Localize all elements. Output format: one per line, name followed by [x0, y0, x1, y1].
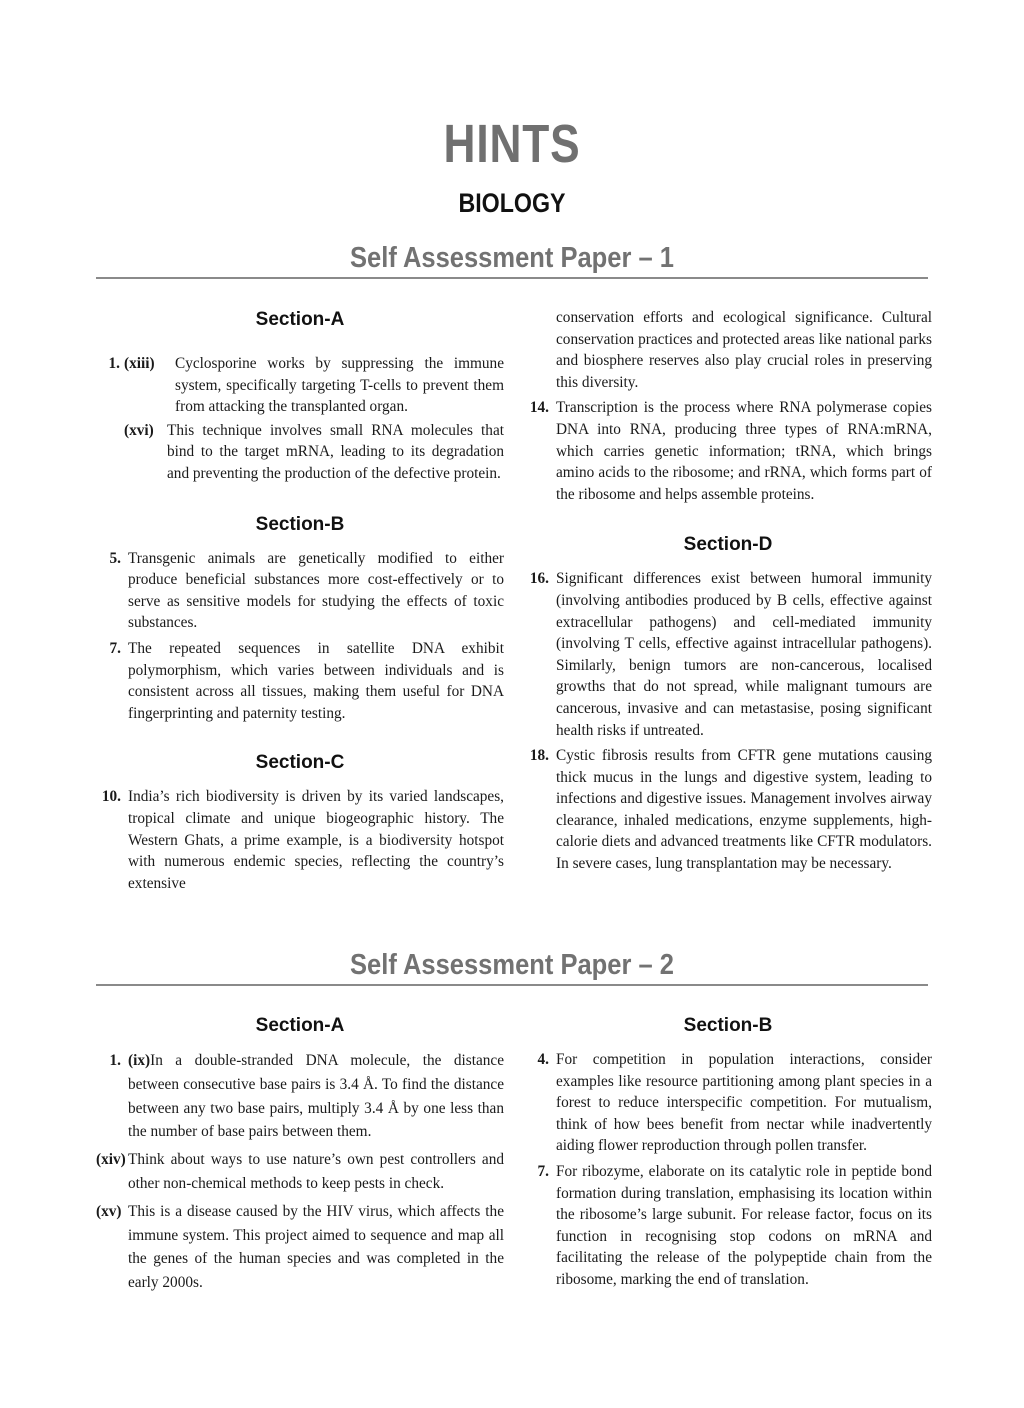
paper1-left-column [96, 307, 504, 894]
question-number: 7. [537, 1162, 549, 1180]
paper2-section-a-heading: Section-A [255, 1015, 345, 1036]
hint-text: This technique involves small RNA molecules that bind to the target mRNA, leading to its degradation and preventing the production of the defective protein. [167, 421, 504, 482]
hint-text: Transgenic animals are genetically modified to either produce beneficial substances more cost-effectively or to serve as sensitive models for studying the effects of toxic substances. [128, 549, 504, 632]
hint-text: Think about ways to use nature’s own pest controllers and other non-chemical methods to keep pests in check. [128, 1151, 504, 1192]
subquestion-label: (xvi) [124, 421, 154, 439]
paper1-q10-continuation: conservation efforts and ecological significance. Cultural conservation practices and protected areas like national parks and biosphere reserves also play crucial roles in preserving this diversity. [556, 309, 932, 391]
paper1-q1-xvi [96, 420, 504, 485]
paper2-q4 [524, 1049, 932, 1157]
subquestion-label: (xv) [96, 1202, 122, 1220]
question-number: 5. [109, 549, 121, 567]
paper2-q1-xiv [96, 1148, 504, 1196]
hint-text: Cyclosporine works by suppressing the immune system, specifically targeting T-cells to prevent them from attacking the transplanted organ. [175, 355, 504, 416]
paper1-divider [96, 277, 928, 279]
paper1-title: Self Assessment Paper – 1 [350, 242, 674, 274]
paper2-q1-xv [96, 1200, 504, 1295]
question-number: 10. [101, 788, 121, 806]
question-number: 16. [529, 570, 549, 588]
paper1-q10 [96, 786, 504, 894]
subquestion-label: (xiii) [124, 355, 155, 372]
paper2-q7 [524, 1161, 932, 1291]
question-number: 1. [109, 1052, 121, 1069]
paper2-title: Self Assessment Paper – 2 [350, 949, 674, 981]
question-number: 14. [529, 399, 549, 417]
paper2-right-column [524, 1013, 932, 1291]
hint-text: This is a disease caused by the HIV virus, which affects the immune system. This project aimed to sequence and map all the genes of the human species and was completed in the early 2000s. [128, 1202, 504, 1292]
paper2-divider [96, 984, 928, 986]
paper1-section-a-heading: Section-A [255, 309, 345, 330]
subject-title: BIOLOGY [458, 188, 566, 218]
hint-text: Significant differences exist between humoral immunity (involving antibodies produced by B cells, effective against extracellular pathogens) and cell-mediated immunity (involving T cells, effective against intracellular pathogens). Similarly, benign tumors are non-cancerous, localised growths that do not spread, while malignant tumours are cancerous, invasive and can metastasise, posing significant health risks if untreated. [556, 570, 932, 739]
paper1-section-b-heading: Section-B [255, 513, 345, 535]
paper2-left-column [96, 1013, 504, 1295]
hint-text: For competition in population interactions, consider examples like resource partitioning among plant species in a forest to reduce interspecific competition. For mutualism, think of how bees benefit from nectar while inadvertently aiding flower reproduction through pollen transfer. [556, 1051, 932, 1155]
paper1-q18 [524, 745, 932, 875]
paper1-q1-xiii [96, 353, 504, 418]
page-title: HINTS [443, 114, 581, 174]
paper2-q1-ix [96, 1049, 504, 1144]
question-number: 1. [108, 355, 120, 372]
paper1-section-c-heading: Section-C [255, 752, 345, 774]
hint-text: India’s rich biodiversity is driven by its varied landscapes, tropical climate and unique biogeographic history. The Western Ghats, a prime example, is a biodiversity hotspot with numerous endemic species, reflecting the country’s extensive [128, 788, 504, 892]
paper2-section-b-heading: Section-B [683, 1015, 773, 1036]
question-number: 7. [109, 639, 121, 657]
paper1-section-d-heading: Section-D [683, 534, 773, 556]
paper1-q14 [524, 397, 932, 505]
paper1-right-column [524, 307, 932, 875]
subquestion-label: (xiv) [96, 1151, 126, 1169]
hint-text: Cystic fibrosis results from CFTR gene mutations causing thick mucus in the lungs and digestive system, leading to infections and digestive issues. Management involves airway clearance, inhaled medications, enzyme supplements, high-calorie diets and advanced treatments like CFTR modulators. In severe cases, lung transplantation may be necessary. [556, 747, 932, 873]
question-number: 18. [529, 747, 549, 765]
subquestion-label: (ix) [128, 1052, 151, 1069]
hint-text: The repeated sequences in satellite DNA exhibit polymorphism, which varies between individuals and is consistent across all tissues, making them useful for DNA fingerprinting and paternity testing. [128, 639, 504, 722]
paper1-q16 [524, 568, 932, 741]
hint-text: In a double-stranded DNA molecule, the distance between consecutive base pairs is 3.4 Å. To find the distance between any two base pairs, multiply 3.4 Å by one less than the number of base pairs between them. [128, 1052, 504, 1141]
paper1-q5 [96, 548, 504, 634]
hint-text: Transcription is the process where RNA polymerase copies DNA into RNA, producing three types of RNA:mRNA, which carries genetic information; tRNA, which brings amino acids to the ribosome; and rRNA, which forms part of the ribosome and helps assemble proteins. [556, 399, 932, 503]
hint-text: For ribozyme, elaborate on its catalytic role in peptide bond formation during translation, emphasising its location within the ribosome’s large subunit. For release factor, focus on its function in recognising stop codons on mRNA and facilitating the release of the polypeptide chain from the ribosome, marking the end of translation. [556, 1162, 932, 1288]
question-number: 4. [537, 1051, 549, 1068]
paper1-q7 [96, 638, 504, 724]
